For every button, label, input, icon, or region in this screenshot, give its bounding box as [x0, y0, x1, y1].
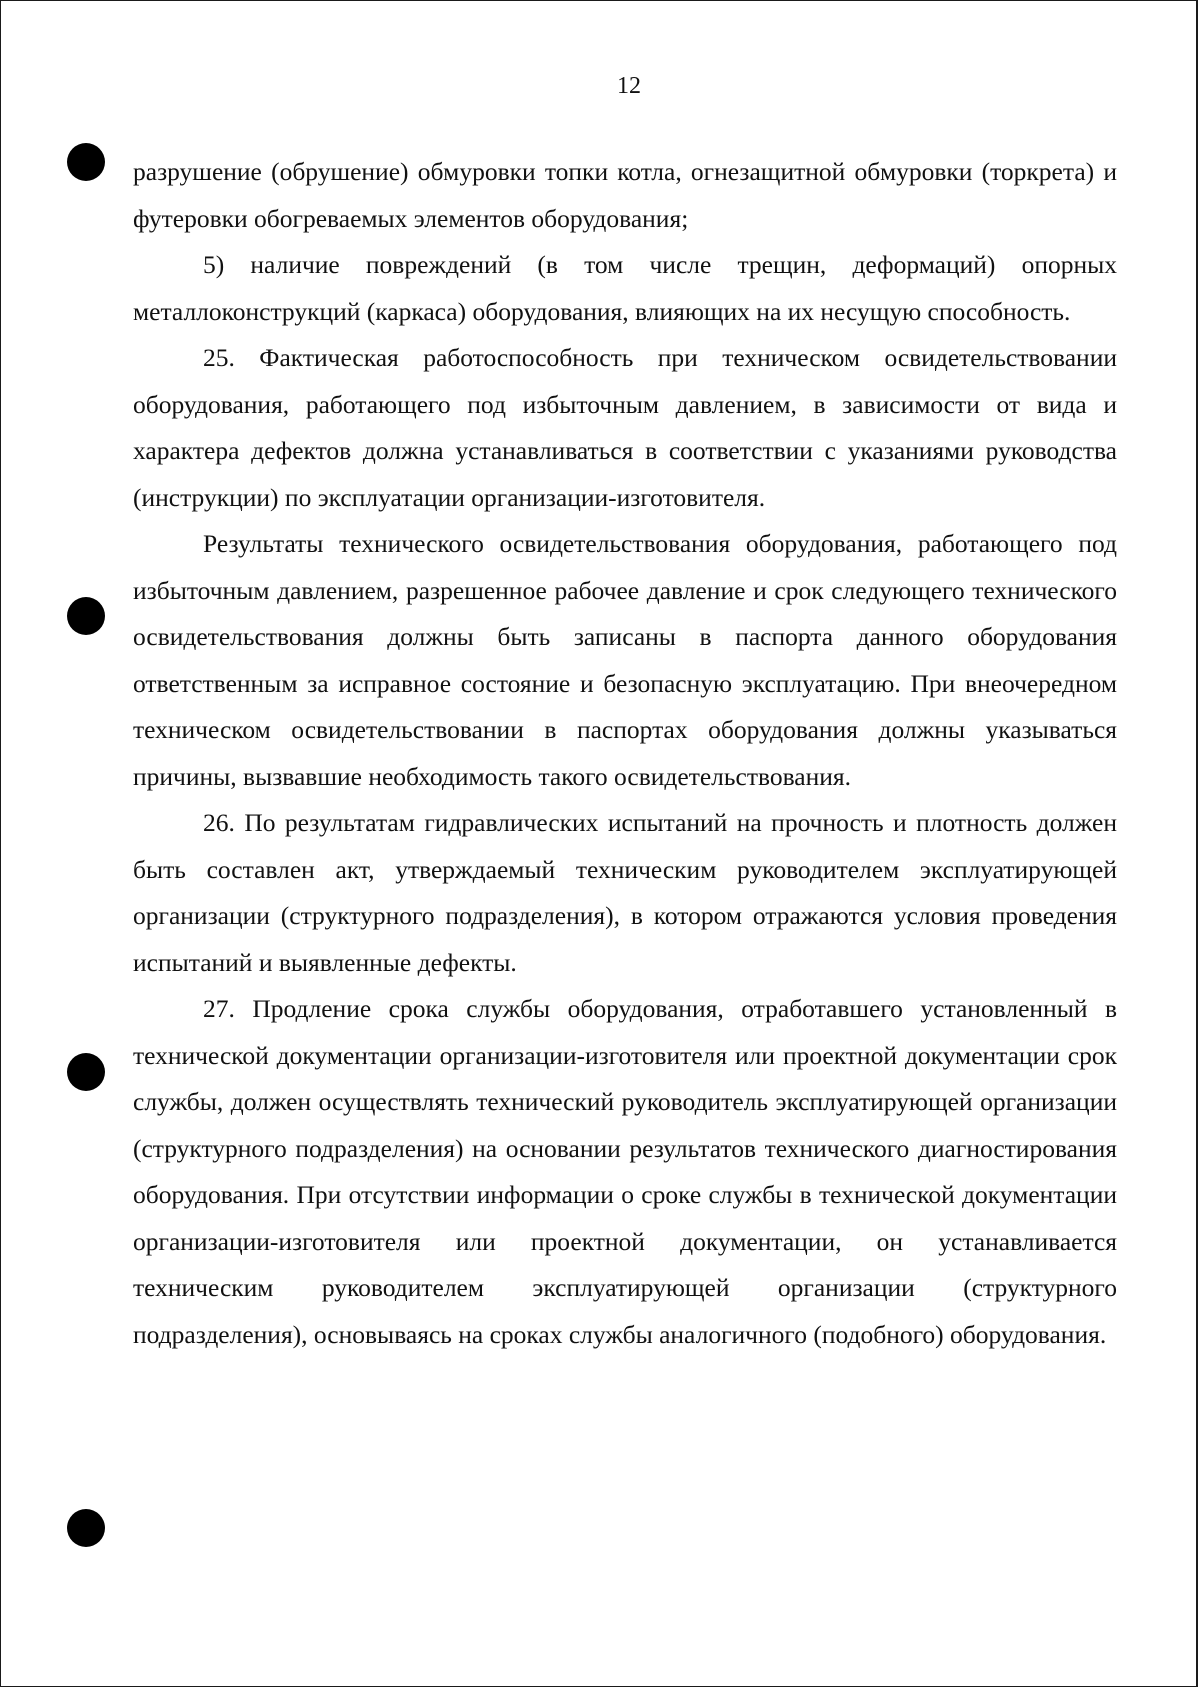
- document-body: [133, 149, 1117, 1358]
- paragraph-continuation: разрушение (обрушение) обмуровки топки котла, огнезащитной обмуровки (торкрета) и футеровки обогреваемых элементов оборудования;: [133, 157, 1117, 233]
- paragraph-item-5: 5) наличие повреждений (в том числе трещин, деформаций) опорных металлоконструкций (каркаса) оборудования, влияющих на их несущую способность.: [133, 250, 1117, 326]
- paragraph-27: 27. Продление срока службы оборудования, отработавшего установленный в технической документации организации-изготовителя или проектной документации срок службы, должен осуществлять технический руководитель эксплуатирующей организации (структурного подразделения) на основании результатов технического диагностирования оборудования. При отсутствии информации о сроке службы в технической документации организации-изготовителя или проектной документации, он устанавливается техническим руководителем эксплуатирующей организации (структурного подразделения), основываясь на сроках службы аналогичного (подобного) оборудования.: [133, 994, 1117, 1349]
- punch-hole-mark: [67, 597, 105, 635]
- paragraph-25: 25. Фактическая работоспособность при техническом освидетельствовании оборудования, работающего под избыточным давлением, в зависимости от вида и характера дефектов должна устанавливаться в соответствии с указаниями руководства (инструкции) по эксплуатации организации-изготовителя.: [133, 343, 1117, 512]
- paragraph-results: Результаты технического освидетельствования оборудования, работающего под избыточным давлением, разрешенное рабочее давление и срок следующего технического освидетельствования должны быть записаны в паспорта данного оборудования ответственным за исправное состояние и безопасную эксплуатацию. При внеочередном техническом освидетельствовании в паспортах оборудования должны указываться причины, вызвавшие необходимость такого освидетельствования.: [133, 529, 1117, 791]
- punch-hole-mark: [67, 143, 105, 181]
- paragraph-26: 26. По результатам гидравлических испытаний на прочность и плотность должен быть составлен акт, утверждаемый техническим руководителем эксплуатирующей организации (структурного подразделения), в котором отражаются условия проведения испытаний и выявленные дефекты.: [133, 808, 1117, 977]
- page-number: 12: [617, 73, 641, 99]
- punch-hole-mark: [67, 1053, 105, 1091]
- punch-hole-mark: [67, 1509, 105, 1547]
